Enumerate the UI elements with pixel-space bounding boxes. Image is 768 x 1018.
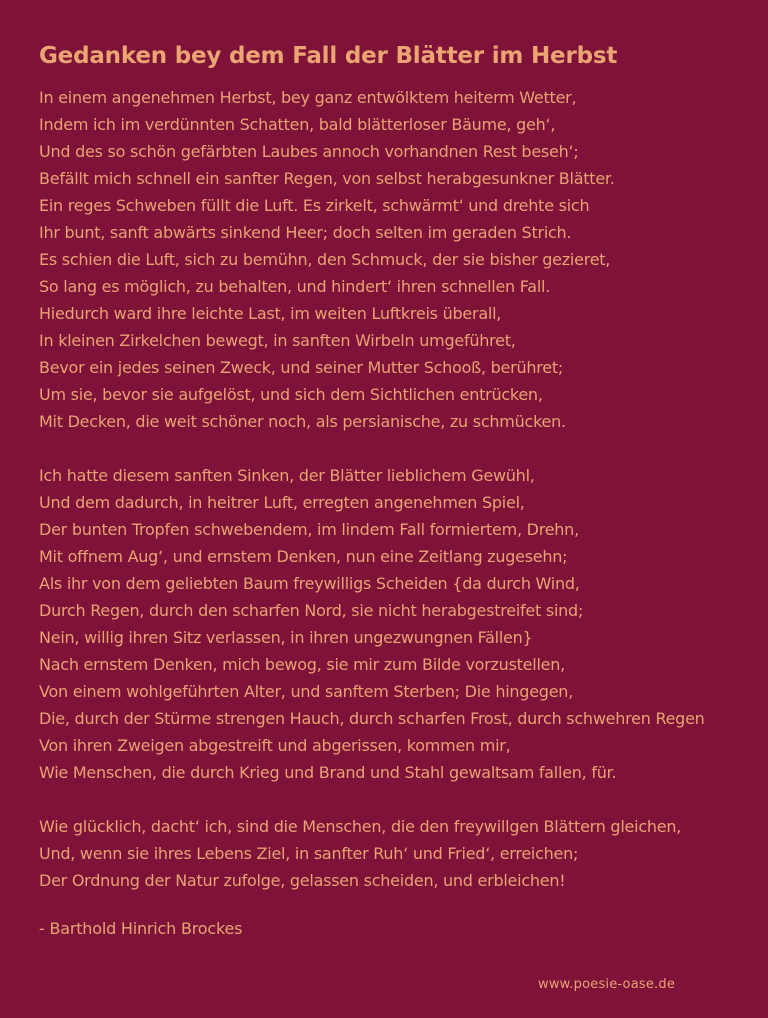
poem-line: Es schien die Luft, sich zu bemühn, den Schmuck, der sie bisher gezieret, — [39, 250, 611, 269]
stanza-1 — [39, 84, 738, 435]
poem-line: Von ihren Zweigen abgestreift und abgerissen, kommen mir, — [39, 736, 511, 755]
poem-line: Ich hatte diesem sanften Sinken, der Blätter lieblichem Gewühl, — [39, 466, 535, 485]
stanza-2 — [39, 462, 738, 786]
poem-line: In kleinen Zirkelchen bewegt, in sanften Wirbeln umgeführet, — [39, 331, 516, 350]
poem-line: In einem angenehmen Herbst, bey ganz entwölktem heiterm Wetter, — [39, 88, 577, 107]
poem-line: Befällt mich schnell ein sanfter Regen, von selbst herabgesunkner Blätter. — [39, 169, 615, 188]
poem-line: Und des so schön gefärbten Laubes annoch vorhandnen Rest beseh‘; — [39, 142, 579, 161]
poem-line: Von einem wohlgeführten Alter, und sanftem Sterben; Die hingegen, — [39, 682, 574, 701]
poem-line: Der Ordnung der Natur zufolge, gelassen scheiden, und erbleichen! — [39, 871, 566, 890]
poem-line: Nein, willig ihren Sitz verlassen, in ihren ungezwungnen Fällen} — [39, 628, 533, 647]
poem-line: Wie Menschen, die durch Krieg und Brand und Stahl gewaltsam fallen, für. — [39, 763, 617, 782]
poem-line: Hiedurch ward ihre leichte Last, im weiten Luftkreis überall, — [39, 304, 502, 323]
poem-line: So lang es möglich, zu behalten, und hindert‘ ihren schnellen Fall. — [39, 277, 551, 296]
poem-line: Bevor ein jedes seinen Zweck, und seiner Mutter Schooß, berühret; — [39, 358, 563, 377]
poem-line: Indem ich im verdünnten Schatten, bald blätterloser Bäume, geh‘, — [39, 115, 556, 134]
poem-title: Gedanken bey dem Fall der Blätter im Herbst — [39, 43, 618, 69]
poem-line: Nach ernstem Denken, mich bewog, sie mir zum Bilde vorzustellen, — [39, 655, 565, 674]
stanza-3 — [39, 813, 738, 894]
poem-line: Und, wenn sie ihres Lebens Ziel, in sanfter Ruh‘ und Fried‘, erreichen; — [39, 844, 579, 863]
website-url: www.poesie-oase.de — [538, 977, 676, 992]
poem-line: Die, durch der Stürme strengen Hauch, durch scharfen Frost, durch schwehren Regen — [39, 709, 705, 728]
poem-line: Und dem dadurch, in heitrer Luft, erregten angenehmen Spiel, — [39, 493, 525, 512]
poem-line: Mit offnem Aug‘, und ernstem Denken, nun eine Zeitlang zugesehn; — [39, 547, 568, 566]
poem-author: - Barthold Hinrich Brockes — [39, 919, 243, 938]
poem-line: Um sie, bevor sie aufgelöst, und sich dem Sichtlichen entrücken, — [39, 385, 543, 404]
poem-line: Wie glücklich, dacht‘ ich, sind die Menschen, die den freywillgen Blättern gleichen, — [39, 817, 682, 836]
poem-line: Als ihr von dem geliebten Baum freywilligs Scheiden {da durch Wind, — [39, 574, 580, 593]
poem-line: Mit Decken, die weit schöner noch, als persianische, zu schmücken. — [39, 412, 566, 431]
poem-line: Der bunten Tropfen schwebendem, im lindem Fall formiertem, Drehn, — [39, 520, 579, 539]
poem-line: Durch Regen, durch den scharfen Nord, sie nicht herabgestreifet sind; — [39, 601, 584, 620]
poem-line: Ihr bunt, sanft abwärts sinkend Heer; doch selten im geraden Strich. — [39, 223, 572, 242]
poem-line: Ein reges Schweben füllt die Luft. Es zirkelt, schwärmt‘ und drehte sich — [39, 196, 590, 215]
